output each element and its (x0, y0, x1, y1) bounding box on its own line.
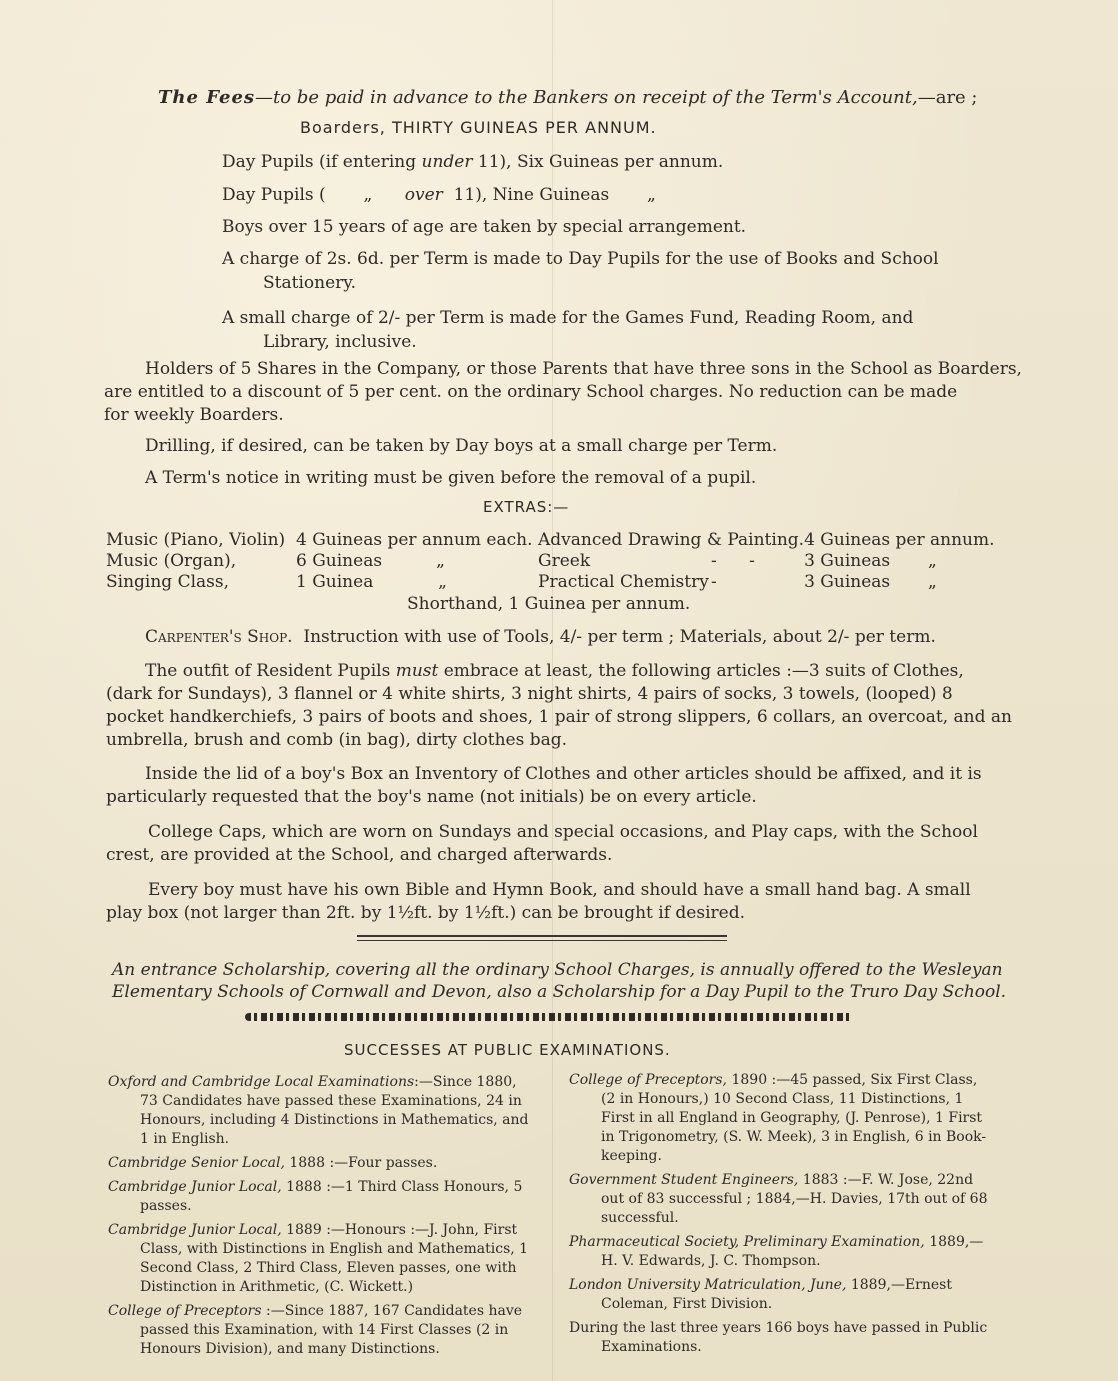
charge-games-line2: Library, inclusive. (263, 332, 417, 352)
success-entry (108, 1178, 533, 1216)
extras-table (106, 530, 995, 593)
success-label: Cambridge Junior Local, (108, 1222, 282, 1238)
day-under-b: under (421, 152, 473, 172)
outfit-line4: umbrella, brush and comb (in bag), dirty clothes bag. (106, 730, 568, 750)
day-pupils-under (222, 150, 723, 174)
fees-heading (158, 86, 978, 110)
success-entry (569, 1233, 994, 1271)
outfit-line1-a: The outfit of Resident Pupils (145, 661, 396, 681)
success-text: 1883 :—F. W. Jose, 22nd out of 83 successful ; 1884,—H. Davies, 17th out of 68 successful. (601, 1172, 988, 1226)
success-label: Cambridge Senior Local, (108, 1155, 285, 1171)
extras-cell: Music (Piano, Violin) (106, 530, 286, 550)
carpenter-text: Instruction with use of Tools, 4/- per term ; Materials, about 2/- per term. (303, 627, 936, 647)
boys-over-line: Boys over 15 years of age are taken by special arrangement. (222, 217, 747, 237)
fees-heading-end: —are ; (917, 87, 978, 108)
extras-cell: 4 Guineas per annum each. (296, 530, 533, 550)
extras-row (106, 572, 995, 593)
success-text: 1889 :—Honours :—J. John, First Class, with Distinctions in English and Mathematics, 1 Second Class, 2 Third Class, Eleven passes, one with Distinction in Arithmetic, (C. Wickett.) (140, 1222, 529, 1295)
success-label: Government Student Engineers, (569, 1172, 799, 1188)
divider-rule-thin (357, 940, 727, 941)
boarders-line: Boarders, THIRTY GUINEAS PER ANNUM. (300, 118, 657, 137)
success-entry (569, 1319, 994, 1357)
extras-cell: - - (710, 551, 755, 571)
success-text: During the last three years 166 boys have passed in Public Examinations. (569, 1320, 988, 1355)
bible-line2: play box (not larger than 2ft. by 1½ft. by 1½ft.) can be brought if desired. (106, 903, 745, 923)
extras-cell: Greek (538, 551, 591, 571)
success-text: 1888 :—Four passes. (284, 1155, 438, 1171)
extras-cell: - (710, 572, 717, 592)
success-label: Cambridge Junior Local, (108, 1179, 282, 1195)
extras-heading: EXTRAS:— (483, 498, 570, 516)
extras-cell: 6 Guineas „ (296, 551, 445, 571)
success-entry (108, 1221, 533, 1297)
outfit-line1-c: embrace at least, the following articles :—3 suits of Clothes, (438, 661, 964, 681)
divider-rule (357, 935, 727, 937)
extras-cell: Advanced Drawing & Painting. (538, 530, 805, 550)
drilling-line: Drilling, if desired, can be taken by Day boys at a small charge per Term. (145, 436, 778, 456)
day-under-c: 11), Six Guineas per annum. (472, 152, 724, 172)
extras-cell: 1 Guinea „ (296, 572, 447, 592)
success-label: London University Matriculation, June, (569, 1277, 847, 1293)
day-under-a: Day Pupils (if entering (222, 152, 422, 172)
extras-cell: 4 Guineas per annum. (804, 530, 995, 550)
success-entry (108, 1073, 533, 1149)
successes-heading: SUCCESSES AT PUBLIC EXAMINATIONS. (344, 1041, 671, 1059)
success-text: :—Since 1880, 73 Candidates have passed these Examinations, 24 in Honours, including 4 Distinctions in Mathematics, and 1 in English. (140, 1074, 529, 1147)
success-entry (569, 1071, 994, 1166)
notice-line: A Term's notice in writing must be given before the removal of a pupil. (145, 468, 757, 488)
outfit-line1 (145, 659, 964, 683)
success-label: Oxford and Cambridge Local Examinations (108, 1074, 415, 1090)
success-entry (569, 1276, 994, 1314)
outfit-line1-b: must (395, 661, 439, 681)
inventory-line1: Inside the lid of a boy's Box an Inventory of Clothes and other articles should be affixed, and it is (145, 764, 982, 784)
scholarship-line1: An entrance Scholarship, covering all the ordinary School Charges, is annually offered to the Wesleyan (112, 960, 1003, 980)
success-text: :—Since 1887, 167 Candidates have passed this Examination, with 14 First Classes (2 in Honours Division), and many Distinctions. (140, 1303, 523, 1357)
success-entry (108, 1302, 533, 1359)
success-label: College of Preceptors (108, 1303, 262, 1319)
extras-cell: Practical Chemistry (538, 572, 709, 592)
extras-row (106, 551, 995, 572)
extras-cell: Singing Class, (106, 572, 230, 592)
day-over-a: Day Pupils ( „ (222, 185, 405, 205)
fees-heading-rest: —to be paid in advance to the Bankers on receipt of the Term's Account, (255, 87, 918, 108)
charge-books-line1: A charge of 2s. 6d. per Term is made to Day Pupils for the use of Books and School (222, 249, 939, 269)
successes-left-column (108, 1073, 533, 1364)
outfit-line2: (dark for Sundays), 3 flannel or 4 white shirts, 3 night shirts, 4 pairs of socks, 3 towels, (looped) 8 (106, 684, 953, 704)
holders-line2: are entitled to a discount of 5 per cent. on the ordinary School charges. No reduction can be made (104, 382, 958, 402)
extras-cell: 3 Guineas „ (804, 551, 937, 571)
charge-games-line1: A small charge of 2/- per Term is made for the Games Fund, Reading Room, and (222, 308, 914, 328)
inventory-line2: particularly requested that the boy's name (not initials) be on every article. (106, 787, 757, 807)
success-text: 1889,—H. V. Edwards, J. C. Thompson. (601, 1234, 984, 1269)
caps-line2: crest, are provided at the School, and charged afterwards. (106, 845, 613, 865)
extras-cell: 3 Guineas „ (804, 572, 937, 592)
bible-line1: Every boy must have his own Bible and Hymn Book, and should have a small hand bag. A small (148, 880, 971, 900)
success-entry (569, 1171, 994, 1228)
successes-right-column (569, 1071, 994, 1362)
ornamental-rule (245, 1013, 853, 1021)
day-over-b: over (404, 185, 443, 205)
holders-line3: for weekly Boarders. (104, 405, 284, 425)
extras-row (106, 530, 995, 551)
success-label: Pharmaceutical Society, Preliminary Examination, (569, 1234, 925, 1250)
success-label: College of Preceptors, (569, 1072, 728, 1088)
success-entry (108, 1154, 533, 1173)
success-text: 1888 :—1 Third Class Honours, 5 passes. (140, 1179, 523, 1214)
carpenter-line (145, 625, 936, 649)
shorthand-line: Shorthand, 1 Guinea per annum. (407, 594, 691, 614)
charge-books-line2: Stationery. (263, 273, 357, 293)
caps-line1: College Caps, which are worn on Sundays and special occasions, and Play caps, with the School (148, 822, 978, 842)
holders-line1: Holders of 5 Shares in the Company, or those Parents that have three sons in the School as Boarders, (145, 359, 1022, 379)
day-over-c: 11), Nine Guineas „ (442, 185, 656, 205)
success-text: 1890 :—45 passed, Six First Class, (2 in Honours,) 10 Second Class, 11 Distinctions, 1 First in all England in Geography, (J. Penrose), 1 First in Trigonometry, (S. W. Meek), 3 in English, 6 in Book-keeping. (601, 1072, 987, 1164)
fees-heading-prefix: The Fees (158, 87, 256, 108)
extras-cell: Music (Organ), (106, 551, 237, 571)
scholarship-line2: Elementary Schools of Cornwall and Devon, also a Scholarship for a Day Pupil to the Truro Day School. (112, 982, 1007, 1002)
success-text: 1889,—Ernest Coleman, First Division. (601, 1277, 952, 1312)
day-pupils-over (222, 183, 656, 207)
carpenter-label: Carpenter's Shop. (145, 627, 293, 647)
outfit-line3: pocket handkerchiefs, 3 pairs of boots and shoes, 1 pair of strong slippers, 6 collars, an overcoat, and an (106, 707, 1012, 727)
